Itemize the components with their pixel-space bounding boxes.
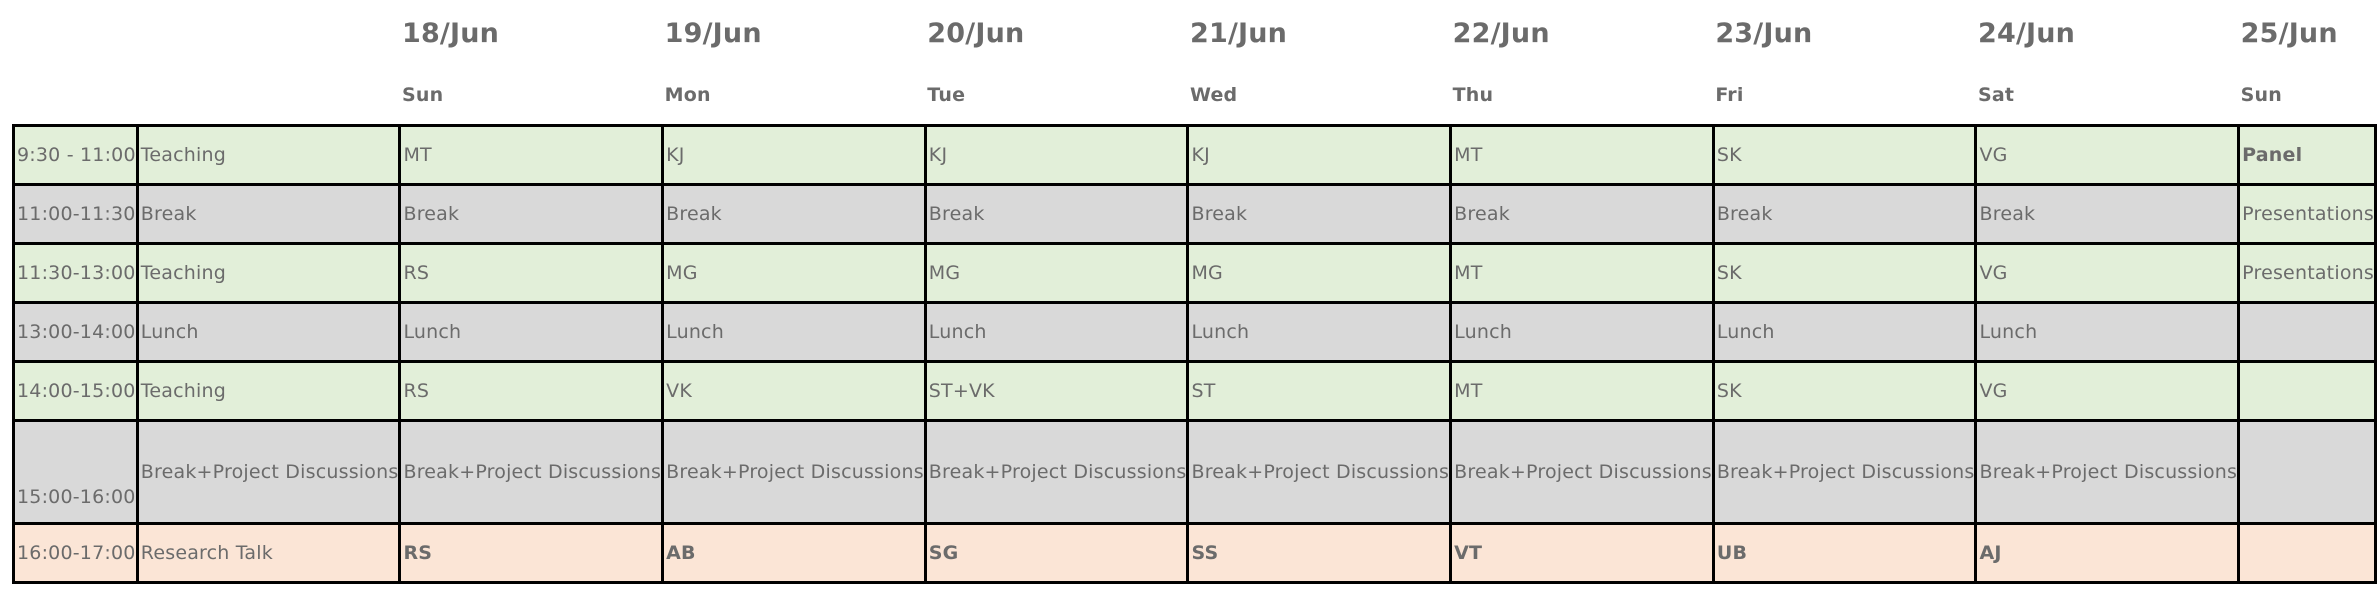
schedule-cell: Break: [925, 185, 1188, 244]
time-slot: 11:30-13:00: [14, 244, 138, 303]
schedule-cell: Lunch: [1713, 303, 1976, 362]
time-slot: 16:00-17:00: [14, 524, 138, 583]
corner-cell: [137, 66, 400, 126]
date-header: 25/Jun: [2239, 0, 2376, 66]
schedule-cell: VG: [1976, 126, 2239, 185]
schedule-cell: MT: [1451, 362, 1714, 421]
schedule-row: [14, 244, 2376, 303]
schedule-cell: Panel: [2239, 126, 2376, 185]
day-header: Thu: [1451, 66, 1714, 126]
date-header: 24/Jun: [1976, 0, 2239, 66]
schedule-row: [14, 185, 2376, 244]
corner-cell: [14, 66, 138, 126]
date-header: 21/Jun: [1188, 0, 1451, 66]
schedule-cell: MT: [400, 126, 663, 185]
schedule-cell: SK: [1713, 362, 1976, 421]
schedule-cell: Break+Project Discussions: [1713, 421, 1976, 524]
schedule-cell: Lunch: [925, 303, 1188, 362]
date-header: 22/Jun: [1451, 0, 1714, 66]
schedule-cell: RS: [400, 244, 663, 303]
time-slot: 9:30 - 11:00: [14, 126, 138, 185]
schedule-cell: Break+Project Discussions: [663, 421, 926, 524]
schedule-cell: Lunch: [1976, 303, 2239, 362]
schedule-cell: Break+Project Discussions: [925, 421, 1188, 524]
schedule-cell: Lunch: [663, 303, 926, 362]
schedule-cell: Break: [1976, 185, 2239, 244]
schedule-cell: [2239, 524, 2376, 583]
schedule-cell: Break+Project Discussions: [400, 421, 663, 524]
schedule-cell: Break: [663, 185, 926, 244]
schedule-row: [14, 303, 2376, 362]
schedule-cell: Break+Project Discussions: [1976, 421, 2239, 524]
schedule-cell: Break+Project Discussions: [1451, 421, 1714, 524]
schedule-cell: Break+Project Discussions: [1188, 421, 1451, 524]
schedule-row: [14, 362, 2376, 421]
schedule-cell: VK: [663, 362, 926, 421]
time-slot: 11:00-11:30: [14, 185, 138, 244]
date-header: 19/Jun: [663, 0, 926, 66]
day-header: Tue: [925, 66, 1188, 126]
corner-cell: [14, 0, 138, 66]
schedule-cell: SK: [1713, 244, 1976, 303]
schedule-row: [14, 126, 2376, 185]
date-header: 20/Jun: [925, 0, 1188, 66]
schedule-cell: Lunch: [1188, 303, 1451, 362]
session-type: Teaching: [137, 362, 400, 421]
session-type: Teaching: [137, 244, 400, 303]
schedule-cell: MG: [1188, 244, 1451, 303]
schedule-cell: Break: [400, 185, 663, 244]
schedule-cell: KJ: [925, 126, 1188, 185]
day-header: Wed: [1188, 66, 1451, 126]
schedule-cell: Break: [1713, 185, 1976, 244]
date-header: 23/Jun: [1713, 0, 1976, 66]
day-header: Fri: [1713, 66, 1976, 126]
schedule-cell: MG: [925, 244, 1188, 303]
schedule-cell: Break: [1451, 185, 1714, 244]
schedule-cell: Presentations: [2239, 185, 2376, 244]
schedule-cell: RS: [400, 524, 663, 583]
schedule-cell: MG: [663, 244, 926, 303]
session-type: Break: [137, 185, 400, 244]
schedule-cell: AB: [663, 524, 926, 583]
schedule-cell: VG: [1976, 244, 2239, 303]
schedule-cell: MT: [1451, 126, 1714, 185]
schedule-cell: UB: [1713, 524, 1976, 583]
schedule-cell: VT: [1451, 524, 1714, 583]
corner-cell: [137, 0, 400, 66]
schedule-cell: [2239, 362, 2376, 421]
day-header: Sat: [1976, 66, 2239, 126]
schedule-cell: ST: [1188, 362, 1451, 421]
schedule-cell: MT: [1451, 244, 1714, 303]
time-slot: 13:00-14:00: [14, 303, 138, 362]
schedule-row: [14, 421, 2376, 524]
schedule-cell: KJ: [663, 126, 926, 185]
day-header: Sun: [2239, 66, 2376, 126]
session-type: Lunch: [137, 303, 400, 362]
day-header: Mon: [663, 66, 926, 126]
day-header: Sun: [400, 66, 663, 126]
schedule-cell: SG: [925, 524, 1188, 583]
schedule-cell: SS: [1188, 524, 1451, 583]
session-type: Break+Project Discussions: [137, 421, 400, 524]
time-slot: 15:00-16:00: [14, 421, 138, 524]
schedule-cell: [2239, 421, 2376, 524]
schedule-cell: Break: [1188, 185, 1451, 244]
schedule-cell: Presentations: [2239, 244, 2376, 303]
schedule-cell: Lunch: [400, 303, 663, 362]
session-type: Research Talk: [137, 524, 400, 583]
day-header-row: [14, 66, 2376, 126]
schedule-cell: [2239, 303, 2376, 362]
schedule-cell: VG: [1976, 362, 2239, 421]
schedule-table: [12, 0, 2377, 584]
schedule-cell: RS: [400, 362, 663, 421]
schedule-cell: AJ: [1976, 524, 2239, 583]
schedule-cell: Lunch: [1451, 303, 1714, 362]
schedule-cell: KJ: [1188, 126, 1451, 185]
session-type: Teaching: [137, 126, 400, 185]
date-header: 18/Jun: [400, 0, 663, 66]
date-header-row: [14, 0, 2376, 66]
time-slot: 14:00-15:00: [14, 362, 138, 421]
schedule-cell: ST+VK: [925, 362, 1188, 421]
schedule-cell: SK: [1713, 126, 1976, 185]
schedule-row: [14, 524, 2376, 583]
